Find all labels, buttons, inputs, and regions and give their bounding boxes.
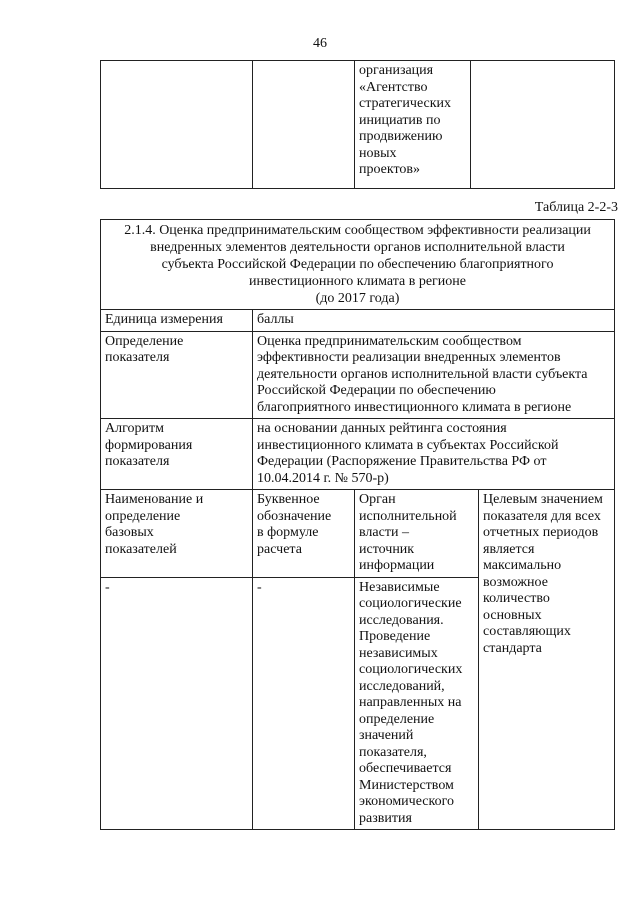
header-name: Наименование и определение базовых показателей: [101, 490, 253, 578]
indicator-title: 2.1.4. Оценка предпринимательским сообществом эффективности реализации внедренных элементов деятельности органов исполнительной власти субъекта Российской Федерации по обеспечению благоприятного инвестиционного климата в регионе (до 2017 года): [101, 220, 615, 310]
continued-table: [100, 60, 615, 189]
page-number: 46: [313, 36, 327, 51]
algorithm-value: на основании данных рейтинга состояния инвестиционного климата в субъектах Российской Федерации (Распоряжение Правительства РФ от 10.04.2014 г. № 570-р): [253, 419, 615, 490]
indicator-table: [100, 219, 615, 830]
empty-cell: [101, 61, 253, 189]
definition-value: Оценка предпринимательским сообществом эффективности реализации внедренных элементов деятельности органов исполнительной власти субъекта Российской Федерации по обеспечению благоприятного инвестиционного климата в регионе: [253, 331, 615, 419]
empty-cell: [253, 61, 355, 189]
row-source: Независимые социологические исследования. Проведение независимых социологических исследований, направленных на определение значений показателя, обеспечивается Министерством экономического развития: [355, 577, 479, 830]
unit-label: Единица измерения: [101, 310, 253, 332]
header-letter: Буквенное обозначение в формуле расчета: [253, 490, 355, 578]
definition-label: Определение показателя: [101, 331, 253, 419]
table-caption: Таблица 2-2-3: [534, 200, 618, 215]
empty-cell: [471, 61, 615, 189]
unit-value: баллы: [253, 310, 615, 332]
target-value: Целевым значением показателя для всех отчетных периодов является максимально возможное количество основных составляющих стандарта: [479, 490, 615, 830]
algorithm-label: Алгоритм формирования показателя: [101, 419, 253, 490]
row-name: -: [101, 577, 253, 830]
header-source: Орган исполнительной власти – источник информации: [355, 490, 479, 578]
row-letter: -: [253, 577, 355, 830]
agency-cell: организация «Агентство стратегических инициатив по продвижению новых проектов»: [355, 61, 471, 189]
